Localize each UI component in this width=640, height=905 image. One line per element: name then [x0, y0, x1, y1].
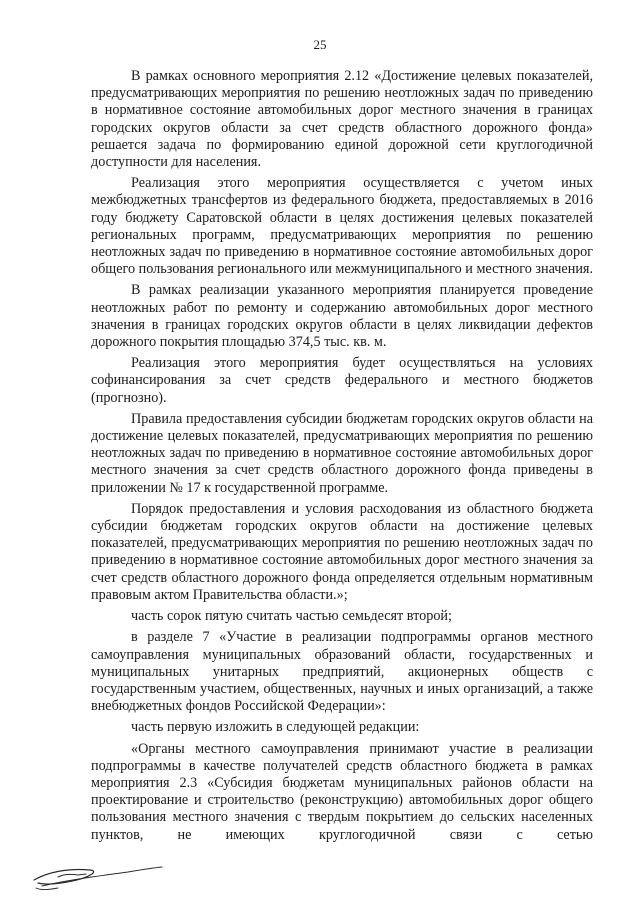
paragraph-3: В рамках реализации указанного мероприятия планируется проведение неотложных работ по ремонту и содержанию автомобильных дорог местного значения в границах городских округов области в целях ликвидации дефектов дорожного покрытия площадью 374,5 тыс. кв. м. [91, 282, 593, 351]
paragraph-7: часть сорок пятую считать частью семьдесят второй; [131, 608, 452, 625]
paragraph-8: в разделе 7 «Участие в реализации подпрограммы органов местного самоуправления муниципальных образований области, государственных и муниципальных унитарных предприятий, акционерных обществ с государственным участием, общественных, научных и иных организаций, а также внебюджетных фондов Российской Федерации»: [91, 629, 593, 715]
paragraph-6: Порядок предоставления и условия расходования из областного бюджета субсидии бюджетам городских округов области на достижение целевых показателей, предусматривающих мероприятия по решению неотложных задач по приведению в нормативное состояние автомобильных дорог местного значения за счет средств областного дорожного фонда определяется отдельным нормативным правовым актом Правительства области.»; [91, 500, 593, 603]
page-number: 25 [313, 37, 327, 52]
paragraph-2: Реализация этого мероприятия осуществляется с учетом иных межбюджетных трансфертов из федерального бюджета, предоставляемых в 2016 году бюджету Саратовской области в целях достижения целевых показателей региональных программ, предусматривающих мероприятия по решению неотложных задач по приведению в нормативное состояние автомобильных дорог общего пользования регионального или межмуниципального и местного значения. [91, 175, 593, 278]
document-body [91, 68, 593, 848]
paragraph-1: В рамках основного мероприятия 2.12 «Достижение целевых показателей, предусматривающих мероприятия по решению неотложных задач по приведению в нормативное состояние автомобильных дорог местного значения в границах городских округов области за счет средств областного дорожного фонда» решается задача по формированию единой дорожной сети круглогодичной доступности для населения. [91, 68, 593, 171]
paragraph-9: часть первую изложить в следующей редакции: [131, 719, 420, 736]
handwritten-signature [28, 850, 168, 895]
paragraph-4: Реализация этого мероприятия будет осуществляться на условиях софинансирования за счет средств федерального и местного бюджетов (прогнозно). [91, 355, 593, 406]
paragraph-5: Правила предоставления субсидии бюджетам городских округов области на достижение целевых показателей, предусматривающих мероприятия по решению неотложных задач по приведению в нормативное состояние автомобильных дорог местного значения за счет средств областного дорожного фонда приведены в приложении № 17 к государственной программе. [91, 410, 593, 496]
paragraph-10: «Органы местного самоуправления принимают участие в реализации подпрограммы в качестве получателей средств областного бюджета в рамках мероприятия 2.3 «Субсидия бюджетам муниципальных районов области на проектирование и строительство (реконструкцию) автомобильных дорог общего пользования местного значения с твердым покрытием до сельских населенных пунктов, не имеющих круглогодичной связи с сетью [91, 740, 593, 843]
